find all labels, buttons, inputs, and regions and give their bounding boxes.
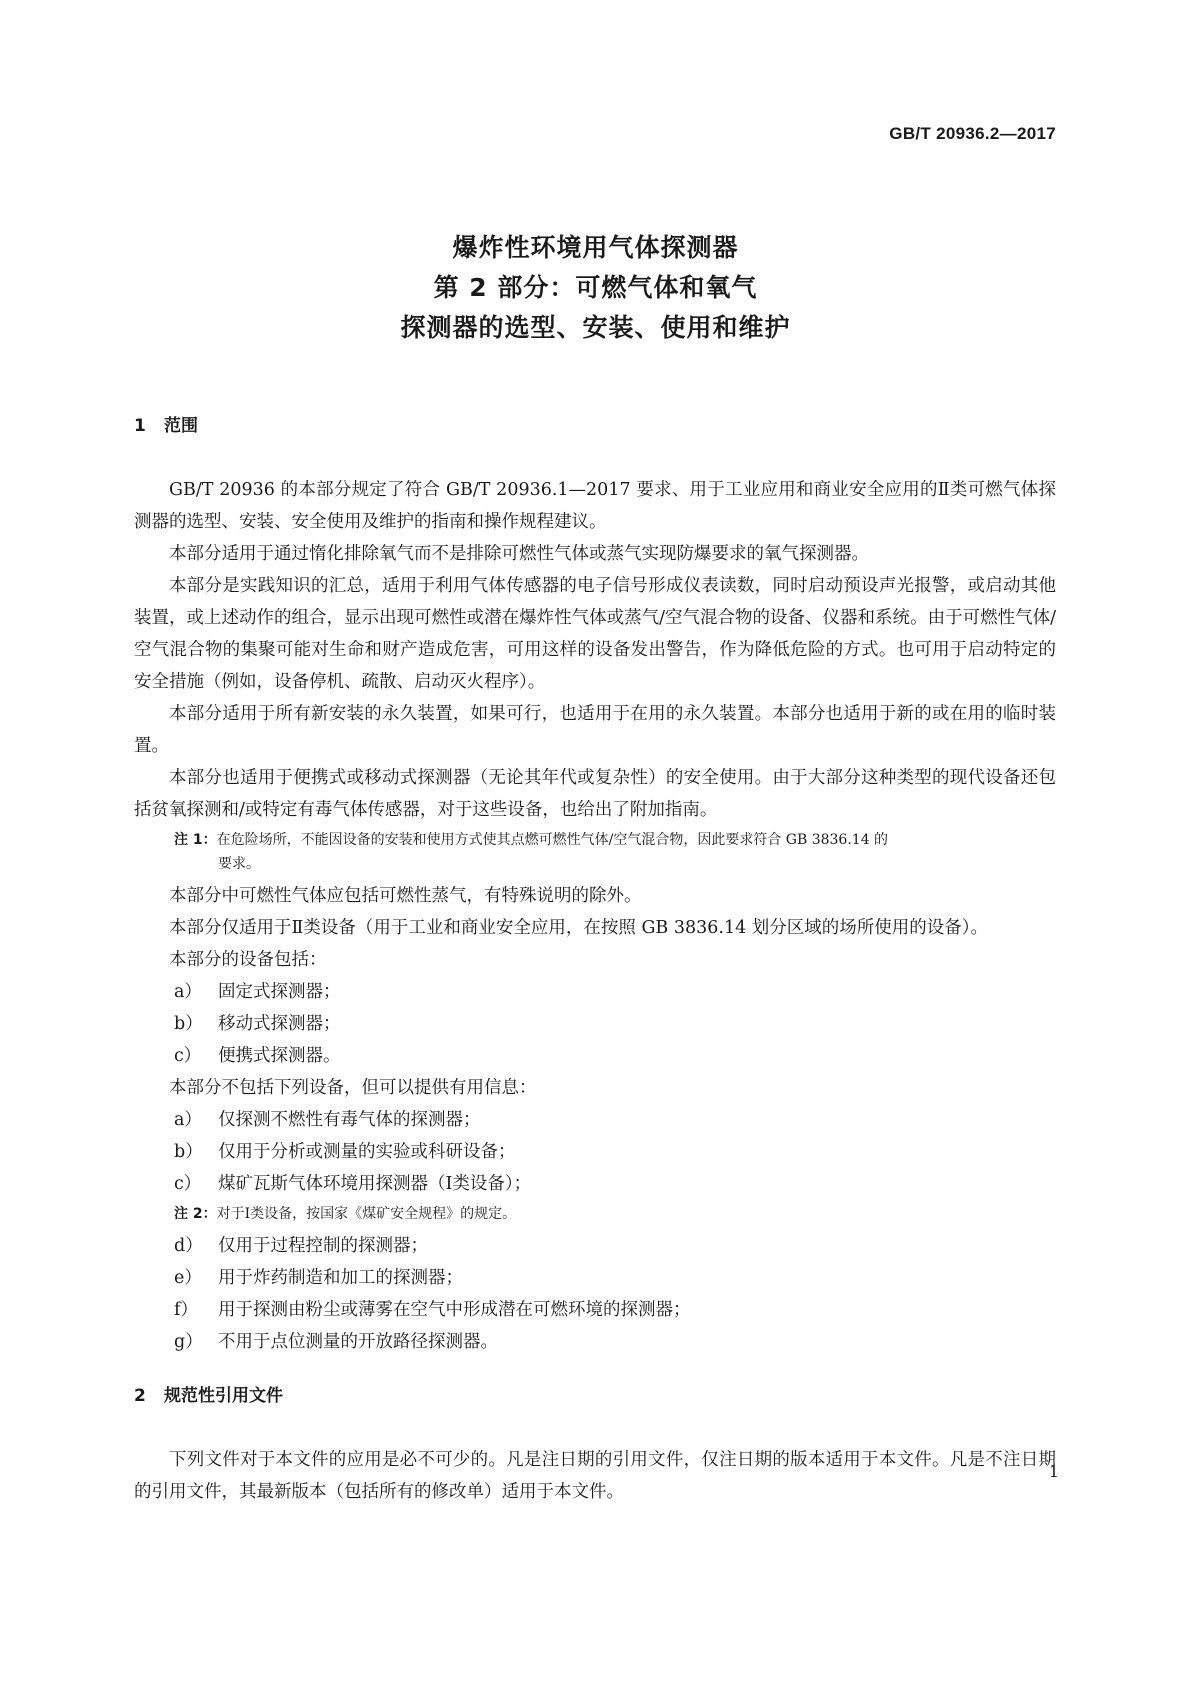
page-number: 1 [1048,1462,1059,1481]
note-label: 注 1： [174,832,217,848]
note-label: 注 2： [174,1206,217,1222]
list-item: c） 煤矿瓦斯气体环境用探测器（Ⅰ类设备）； [174,1174,532,1194]
note-1 [134,828,1056,876]
note-2 [134,1202,1056,1226]
paragraph: 本部分适用于通过惰化排除氧气而不是排除可燃性气体或蒸气实现防爆要求的氧气探测器。 [169,544,869,564]
section-title: 规范性引用文件 [164,1386,283,1406]
list-item: a） 固定式探测器； [174,982,341,1002]
paragraph: 本部分也适用于便携式或移动式探测器（无论其年代或复杂性）的安全使用。由于大部分这种类型的现代设备还包括贫氧探测和/或特定有毒气体传感器，对于这些设备，也给出了附加指南。 [134,768,1056,820]
paragraph: 下列文件对于本文件的应用是必不可少的。凡是注日期的引用文件，仅注日期的版本适用于本文件。凡是不注日期的引用文件，其最新版本（包括所有的修改单）适用于本文件。 [134,1450,1056,1502]
paragraph: 本部分的设备包括： [169,950,327,970]
note-text: 在危险场所，不能因设备的安装和使用方式使其点燃可燃性气体/空气混合物，因此要求符合 GB 3836.14 的 [216,832,889,848]
standard-number: GB/T 20936.2—2017 [889,124,1056,143]
paragraph: GB/T 20936 的本部分规定了符合 GB/T 20936.1—2017 要求、用于工业应用和商业安全应用的Ⅱ类可燃气体探测器的选型、安装、安全使用及维护的指南和操作规程建议。 [134,480,1056,532]
note-text-continued: 要求。 [218,856,260,872]
section-number: 2 [134,1386,146,1406]
list-item: b） 仅用于分析或测量的实验或科研设备； [174,1142,516,1162]
list-item: e） 用于炸药制造和加工的探测器； [174,1268,463,1288]
title-line-1: 爆炸性环境用气体探测器 [452,233,739,262]
paragraph: 本部分适用于所有新安装的永久装置，如果可行，也适用于在用的永久装置。本部分也适用于新的或在用的临时装置。 [134,704,1056,756]
paragraph: 本部分中可燃性气体应包括可燃性蒸气，有特殊说明的除外。 [169,886,642,906]
note-text: 对于Ⅰ类设备，按国家《煤矿安全规程》的规定。 [216,1206,517,1222]
document-body [134,410,1056,1508]
list-item: c） 便携式探测器。 [174,1046,341,1066]
list-item: d） 仅用于过程控制的探测器； [174,1236,428,1256]
list-item: f） 用于探测由粉尘或薄雾在空气中形成潜在可燃环境的探测器； [174,1300,691,1320]
section-1-heading [134,410,1056,442]
paragraph: 本部分仅适用于Ⅱ类设备（用于工业和商业安全应用，在按照 GB 3836.14 划分区域的场所使用的设备）。 [169,918,989,938]
section-2-heading [134,1380,1056,1412]
paragraph: 本部分是实践知识的汇总，适用于利用气体传感器的电子信号形成仪表读数，同时启动预设声光报警，或启动其他装置，或上述动作的组合，显示出现可燃性或潜在爆炸性气体或蒸气/空气混合物的设备、仪器和系统。由于可燃性气体/空气混合物的集聚可能对生命和财产造成危害，可用这样的设备发出警告，作为降低危险的方式。也可用于启动特定的安全措施（例如，设备停机、疏散、启动灭火程序）。 [134,576,1056,692]
section-title: 范围 [164,416,198,436]
list-item: g） 不用于点位测量的开放路径探测器。 [174,1332,498,1352]
paragraph: 本部分不包括下列设备，但可以提供有用信息： [169,1078,537,1098]
list-item: b） 移动式探测器； [174,1014,341,1034]
section-number: 1 [134,416,146,436]
title-line-3: 探测器的选型、安装、使用和维护 [400,313,791,342]
document-title [0,228,1191,348]
title-line-2: 第 2 部分：可燃气体和氧气 [433,273,758,302]
list-item: a） 仅探测不燃性有毒气体的探测器； [174,1110,481,1130]
